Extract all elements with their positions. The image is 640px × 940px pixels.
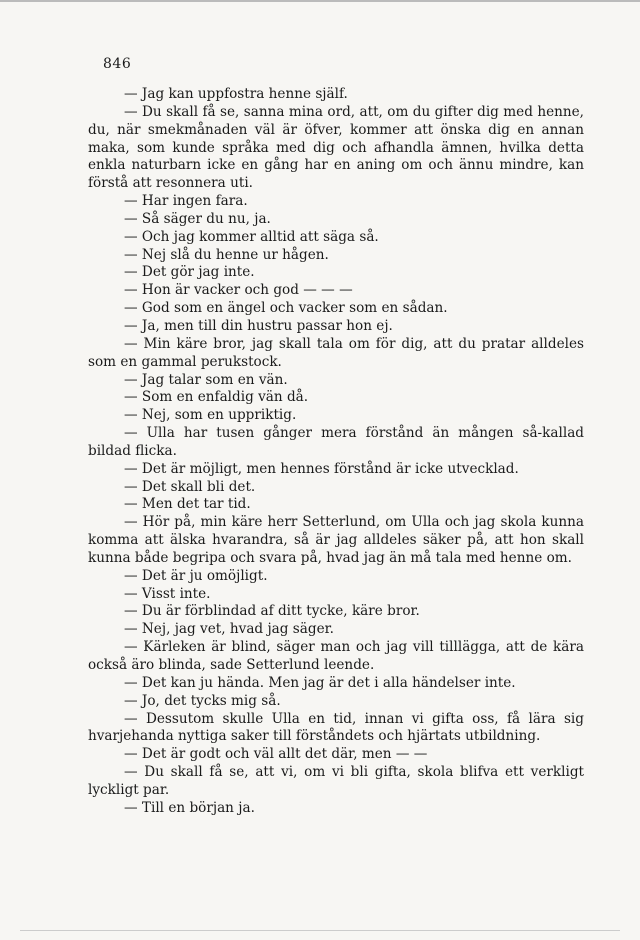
dialogue-line: — Du är förblindad af ditt tycke, käre bror.	[124, 603, 420, 620]
dialogue-line: — Ja, men till din hustru passar hon ej.	[124, 317, 393, 334]
dialogue-line: — Det kan ju hända. Men jag är det i alla händelser inte.	[124, 674, 516, 691]
dialogue-line: — Du skall få se, sanna mina ord, att, om du gifter dig med henne, du, när smekmånaden väl är öfver, kommer att önska dig en annan maka, som kunde språka med dig och afhandla ämnen, hvilka detta enkla naturbarn icke en gång har en aning om och ännu mindre, kan förstå att resonnera uti.	[88, 103, 584, 192]
dialogue-line: — Det är möjligt, men hennes förstånd är icke utvecklad.	[124, 460, 519, 477]
dialogue-line: — Så säger du nu, ja.	[124, 210, 271, 227]
dialogue-line: — Jag talar som en vän.	[124, 371, 288, 388]
page-number: 846	[103, 56, 132, 72]
body-text	[88, 86, 584, 818]
dialogue-line: — Nej slå du henne ur hågen.	[124, 246, 329, 263]
dialogue-line: — Det är godt och väl allt det där, men — —	[124, 746, 428, 763]
dialogue-line: — Som en enfaldig vän då.	[124, 389, 309, 406]
top-edge-rule	[0, 0, 640, 2]
dialogue-line: — Du skall få se, att vi, om vi bli gifta, skola blifva ett verkligt lyckligt par.	[88, 764, 584, 798]
dialogue-line: — God som en ängel och vacker som en sådan.	[124, 300, 448, 317]
bottom-edge-rule	[20, 930, 620, 931]
dialogue-line: — Min käre bror, jag skall tala om för dig, att du pratar alldeles som en gammal perukstock.	[88, 335, 584, 370]
dialogue-line: — Jo, det tycks mig så.	[124, 692, 281, 709]
dialogue-line: — Till en början ja.	[124, 799, 255, 816]
dialogue-line: — Det skall bli det.	[124, 478, 256, 495]
dialogue-line: — Det är ju omöjligt.	[124, 567, 268, 584]
dialogue-line: — Har ingen fara.	[124, 193, 248, 210]
dialogue-line: — Nej, jag vet, hvad jag säger.	[124, 621, 334, 638]
dialogue-line: — Dessutom skulle Ulla en tid, innan vi gifta oss, få lära sig hvarjehanda nyttiga saker till förståndets och hjärtats utbildning.	[88, 710, 584, 745]
dialogue-line: — Jag kan uppfostra henne själf.	[124, 86, 348, 102]
dialogue-line: — Kärleken är blind, säger man och jag vill tilllägga, att de kära också äro blinda, sade Setterlund leende.	[88, 639, 584, 673]
dialogue-line: — Hon är vacker och god — — —	[124, 282, 353, 299]
dialogue-line: — Hör på, min käre herr Setterlund, om Ulla och jag skola kunna komma att älska hvarandra, så är jag alldeles säker på, att hon skall kunna både begripa och svara på, hvad jag än må tala med henne om.	[88, 514, 584, 566]
dialogue-line: — Det gör jag inte.	[124, 264, 255, 281]
dialogue-line: — Visst inte.	[124, 585, 211, 602]
dialogue-line: — Men det tar tid.	[124, 496, 251, 513]
dialogue-line: — Ulla har tusen gånger mera förstånd än mången så-kallad bildad flicka.	[88, 425, 584, 459]
dialogue-line: — Och jag kommer alltid att säga så.	[124, 228, 379, 245]
dialogue-line: — Nej, som en uppriktig.	[124, 407, 297, 424]
